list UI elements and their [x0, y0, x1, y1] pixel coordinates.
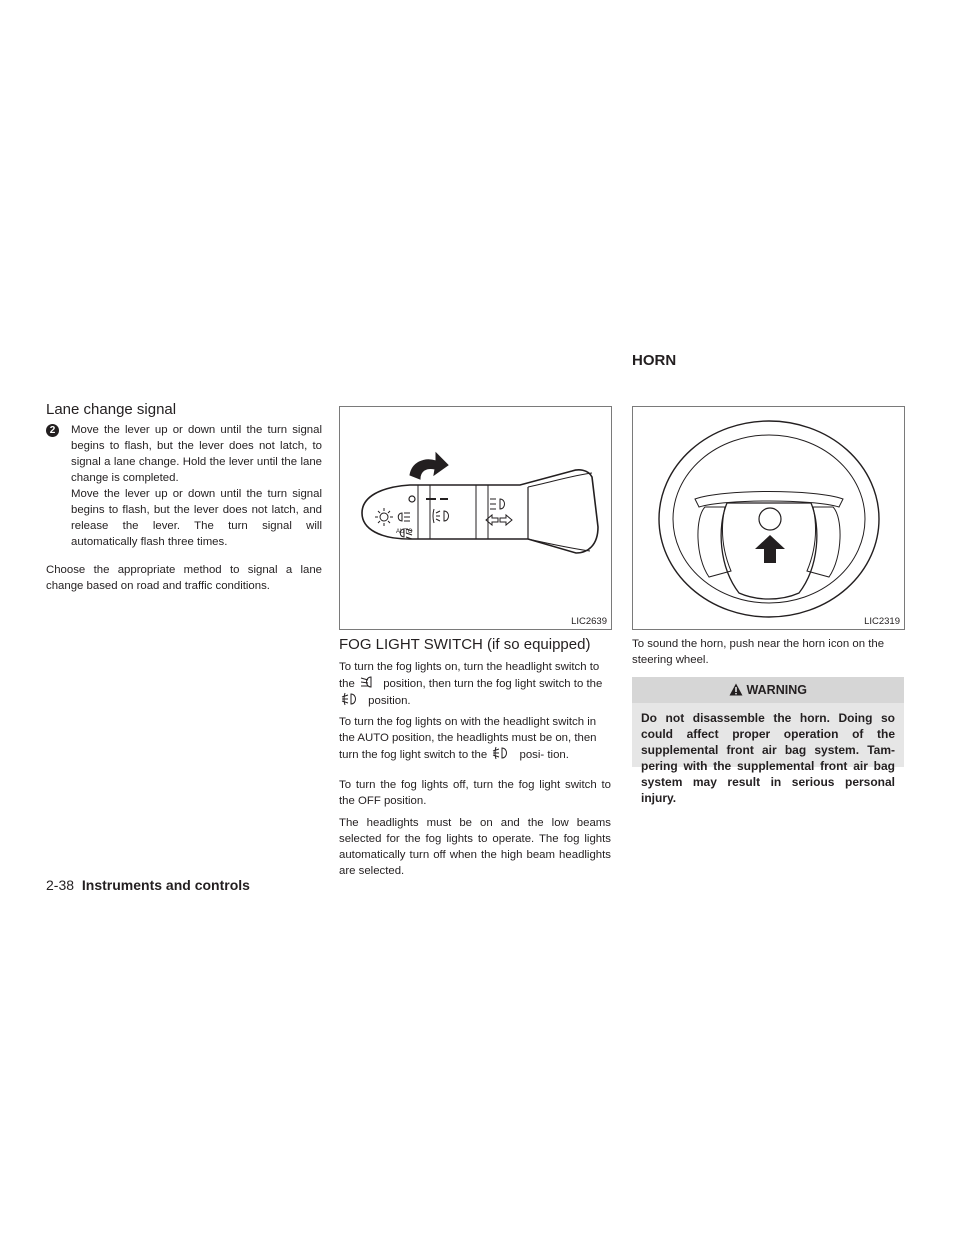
warning-triangle-icon: [729, 683, 743, 696]
horn-paragraph: To sound the horn, push near the horn icon on the steering wheel.: [632, 638, 885, 666]
rotate-arrow-icon: [410, 453, 448, 479]
heading-lane-change-signal: Lane change signal: [46, 401, 177, 418]
fog-p1-a: To turn the fog lights on, turn the headlight switch to the: [339, 661, 600, 690]
page-footer: [46, 877, 250, 893]
warning-text: Do not disassemble the horn. Doing so could affect proper operation of the supplemental front air bag system. Tam- pering with the supplemental front air bag system may result in serious personal injury.: [641, 711, 895, 805]
figure-label-lic2319: LIC2319: [864, 616, 900, 627]
fog-p2-b: posi- tion.: [519, 749, 569, 761]
fog-p1-b: position, then turn the fog light switch to the: [383, 678, 603, 690]
figure-label-lic2639: LIC2639: [571, 616, 607, 627]
steering-wheel-illustration: [633, 407, 904, 629]
push-arrow-icon: [755, 535, 785, 563]
fog-position-icon-2: [490, 746, 516, 760]
headlight-lever-illustration: [340, 407, 611, 629]
step-text-1: Move the lever up or down until the turn signal begins to flash, but the lever does not latch, to signal a lane change. Hold the lever until the lane change is completed.: [71, 424, 322, 484]
fog-position-icon: [339, 692, 365, 706]
step-text-2: Move the lever up or down until the turn signal begins to flash, but the lever does not latch, and release the lever. The turn signal will automatically flash three times.: [71, 488, 322, 548]
fog-light-paragraph-2: [339, 714, 611, 763]
footer-section: Instruments and controls: [81, 877, 250, 893]
fog-light-paragraph-3: To turn the fog lights off, turn the fog light switch to the OFF position.: [339, 779, 611, 807]
fog-p1-c: position.: [368, 695, 411, 707]
fog-light-paragraph-4: The headlights must be on and the low beams selected for the fog lights to operate. The fog lights automatically turn off when the high beam headlights are selected.: [339, 817, 611, 877]
lane-change-paragraph: Choose the appropriate method to signal a lane change based on road and traffic conditions.: [46, 564, 322, 592]
warning-title: WARNING: [746, 683, 807, 697]
step-number-badge: 2: [46, 424, 59, 437]
heading-fog-light-switch: FOG LIGHT SWITCH (if so equipped): [339, 636, 591, 653]
fog-light-paragraph-1: [339, 659, 611, 709]
lane-change-step: [46, 422, 322, 550]
page-number: 2-38: [46, 877, 75, 893]
section-title-horn: HORN: [632, 352, 677, 369]
figure-steering-wheel: [632, 406, 905, 630]
auto-label: AUTO: [396, 529, 413, 535]
figure-headlight-lever: [339, 406, 612, 630]
headlight-position-icon: [358, 675, 380, 689]
fog-p2-a: To turn the fog lights on with the headlight switch in the AUTO position, the headlights must be on, then turn the fog light switch to the: [339, 716, 597, 761]
warning-box: [632, 677, 904, 805]
warning-header: [632, 677, 904, 703]
